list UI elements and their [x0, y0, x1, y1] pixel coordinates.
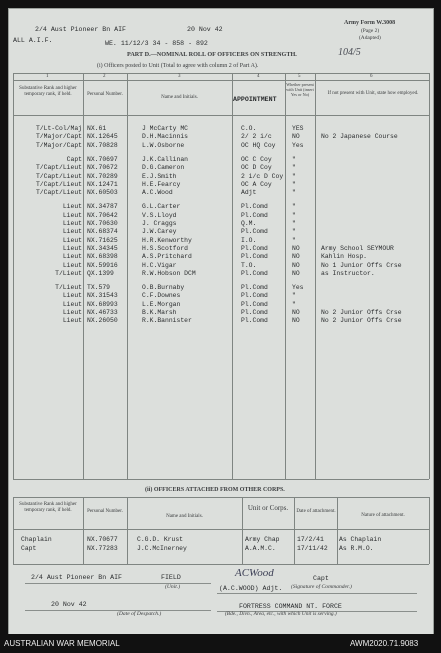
col-num-2: 2: [103, 74, 106, 79]
col-num-1: 1: [46, 74, 49, 79]
footer-archive-name: AUSTRALIAN WAR MEMORIAL: [4, 639, 120, 648]
we-line: WE. 11/12/3 34 - 858 - 892: [105, 40, 208, 47]
table-row: [9, 545, 433, 553]
officer-rank: T/Lt-Col/Maj: [35, 125, 82, 132]
officer-appt: Pl.Comd: [241, 269, 268, 277]
officer-no: NX.71625: [87, 236, 118, 244]
attached-rank: Capt: [21, 545, 37, 552]
col-header-rank: Substantive Rank and higher temporary rank, if held.: [19, 86, 77, 97]
officer-name: D.H.Macinnis: [142, 133, 189, 141]
officer-rank: Capt: [66, 155, 82, 163]
officer-present: ": [292, 172, 296, 180]
officer-rank: T/Capt/Lieut: [35, 164, 82, 172]
attached-name: C.G.D. Krust: [137, 536, 184, 543]
ii-header-rank: Substantive Rank and higher temporary rank, if held.: [19, 502, 77, 513]
col-num-3: 3: [178, 74, 181, 79]
table-row: [9, 284, 433, 292]
handwritten-number: 104/5: [338, 47, 361, 58]
officer-name: B.K.Marsh: [142, 309, 177, 316]
officer-appt: Pl.Comd: [241, 292, 268, 300]
officer-present: ": [292, 211, 296, 219]
officer-present: ": [292, 164, 296, 172]
officer-rank: Lieut: [62, 211, 82, 219]
officer-appt: Pl.Comd: [241, 211, 268, 219]
ii-header-name: Name and Initials.: [166, 514, 203, 519]
officer-present: Yes: [292, 141, 304, 149]
officer-appt: OC D Coy: [241, 164, 272, 172]
commander-signature: ACWood: [235, 567, 274, 579]
document-sheet: [8, 8, 434, 636]
officer-name: D.G.Cameron: [142, 164, 185, 172]
officer-appt: Pl.Comd: [241, 228, 268, 236]
table-row: [9, 301, 433, 309]
ii-header-nature: Nature of attachment.: [361, 513, 405, 518]
officer-appt: Pl.Comd: [241, 309, 268, 316]
officer-no: NX.12645: [87, 133, 118, 141]
officer-present: NO: [292, 261, 300, 269]
signoff-unit-caption: (Unit.): [165, 584, 181, 590]
officer-no: NX.46733: [87, 309, 118, 316]
attached-rank: Chaplain: [21, 536, 52, 543]
col-num-6: 6: [370, 74, 373, 79]
table-row: [9, 536, 433, 544]
officer-no: TX.579: [87, 284, 111, 292]
col-num-4: 4: [257, 74, 260, 79]
officer-no: NX.12471: [87, 180, 118, 188]
officer-present: ": [292, 189, 296, 197]
officer-name: A.S.Pritchard: [142, 253, 192, 261]
col-header-remarks: If not present with Unit, state how employed.: [327, 91, 419, 96]
attached-no: NX.70677: [87, 536, 118, 543]
officer-no: NX.34787: [87, 203, 118, 211]
officer-appt: OC A Coy: [241, 180, 272, 188]
officer-remark: Army School SEYMOUR: [321, 244, 394, 252]
table-row: [9, 228, 433, 236]
officer-no: NX.31543: [87, 292, 118, 300]
officer-appt: I.O.: [241, 236, 257, 244]
all-aif: ALL A.I.F.: [13, 37, 53, 44]
officer-no: NX.70642: [87, 211, 118, 219]
officer-rank: Lieut: [62, 261, 82, 269]
table-row: [9, 189, 433, 197]
officer-no: NX.68398: [87, 253, 118, 261]
officer-rank: Lieut: [62, 253, 82, 261]
table-row: [9, 262, 433, 270]
officer-name: V.S.Lloyd: [142, 211, 177, 219]
command-caption: (Bde., Divn., Area, etc., with which Unit is serving.): [225, 611, 337, 617]
officer-rank: T/Lieut: [55, 284, 82, 292]
officer-rank: Lieut: [62, 309, 82, 316]
officer-present: ": [292, 236, 296, 244]
officer-name: C.F.Downes: [142, 292, 181, 300]
officer-present: NO: [292, 244, 300, 252]
officer-present: ": [292, 180, 296, 188]
officer-name: J McCarty MC: [142, 125, 189, 132]
table-row: [9, 181, 433, 189]
signoff-name: (A.C.WOOD) Adjt.: [219, 585, 283, 592]
officer-name: R.W.Hobson DCM: [142, 269, 196, 277]
officer-name: J.W.Carey: [142, 228, 177, 236]
table-row: [9, 253, 433, 261]
section-ii-title: (ii) OFFICERS ATTACHED FROM OTHER CORPS.: [145, 487, 285, 493]
table-row: [9, 156, 433, 164]
col-header-name: Name and Initials.: [161, 95, 198, 100]
officer-no: NX.68374: [87, 228, 118, 236]
attached-date: 17/2/41: [297, 536, 324, 543]
table-row: [9, 203, 433, 211]
col-header-present: Whether present with Unit (insert Yes or No): [286, 82, 314, 97]
signoff-unit: 2/4 Aust Pioneer Bn AIF: [31, 574, 123, 581]
officer-rank: T/Capt/Lieut: [35, 180, 82, 188]
table-row: [9, 245, 433, 253]
officer-present: NO: [292, 253, 300, 261]
officer-present: ": [292, 155, 296, 163]
attached-unit: A.A.M.C.: [245, 545, 276, 552]
officer-no: NX.34345: [87, 244, 118, 252]
table-row: [9, 237, 433, 245]
officer-appt: Q.M.: [241, 220, 257, 227]
officer-appt: OC C Coy: [241, 155, 272, 163]
army-form: Army Form W.3008: [344, 20, 396, 26]
officer-rank: T/Lieut: [55, 269, 82, 277]
officer-appt: 2 i/c D Coy: [241, 172, 284, 180]
table-row: [9, 317, 433, 325]
attached-no: NX.77283: [87, 545, 118, 552]
table-row: [9, 133, 433, 141]
officer-name: L.E.Morgan: [142, 300, 181, 308]
officer-rank: Lieut: [62, 317, 82, 325]
officer-appt: 2/ 2 i/c: [241, 133, 272, 141]
page-note: (Page 2): [361, 28, 380, 34]
section-i-title: (i) Officers posted to Unit (Total to agree with column 2 of Part A).: [97, 63, 259, 69]
officer-present: ": [292, 228, 296, 236]
officer-name: O.B.Burnaby: [142, 284, 185, 292]
despatch-caption: (Date of Despatch.): [117, 611, 162, 617]
officer-remark: No 2 Junior Offs Crse: [321, 309, 402, 316]
signoff-field: FIELD: [161, 574, 181, 581]
officer-rank: T/Capt/Lieut: [35, 172, 82, 180]
officer-no: NX.70630: [87, 220, 118, 227]
despatch-date: 20 Nov 42: [51, 601, 87, 608]
archive-footer: [0, 634, 441, 653]
officer-appt: Pl.Comd: [241, 317, 268, 325]
officer-rank: T/Major/Capt: [35, 133, 82, 141]
officer-rank: T/Capt/Lieut: [35, 189, 82, 197]
form-date: 20 Nov 42: [187, 26, 223, 33]
ii-header-date: Date of attachment.: [296, 509, 336, 514]
adapted-note: (Adapted): [359, 35, 381, 41]
officer-name: R.K.Bannister: [142, 317, 192, 325]
table-row: [9, 220, 433, 228]
table-row: [9, 142, 433, 150]
officer-rank: Lieut: [62, 220, 82, 227]
officer-appt: OC HQ Coy: [241, 141, 276, 149]
officer-no: NX.70289: [87, 172, 118, 180]
officer-present: NO: [292, 309, 300, 316]
officer-rank: Lieut: [62, 228, 82, 236]
officer-remark: as Instructor.: [321, 269, 375, 277]
officer-no: QX.1399: [87, 269, 114, 277]
officer-no: NX.68993: [87, 300, 118, 308]
col-header-appointment: APPOINTMENT: [233, 96, 277, 103]
table-row: [9, 173, 433, 181]
officer-present: ": [292, 300, 296, 308]
officer-present: ": [292, 220, 296, 227]
officer-appt: Pl.Comd: [241, 300, 268, 308]
officer-present: ": [292, 203, 296, 211]
officer-present: NO: [292, 269, 300, 277]
officer-present: NO: [292, 133, 300, 141]
officer-appt: T.O.: [241, 261, 257, 269]
officer-name: J. Craggs: [142, 220, 177, 227]
officer-no: NX.70672: [87, 164, 118, 172]
officer-name: G.L.Carter: [142, 203, 181, 211]
officer-name: E.J.Smith: [142, 172, 177, 180]
table-row: [9, 292, 433, 300]
officer-present: ": [292, 292, 296, 300]
officer-appt: Pl.Comd: [241, 253, 268, 261]
table-row: [9, 309, 433, 317]
officer-appt: Pl.Comd: [241, 284, 268, 292]
officer-no: NX.61: [87, 125, 107, 132]
officer-present: NO: [292, 317, 300, 325]
part-title: PART D.—NOMINAL ROLL OF OFFICERS ON STRENGTH.: [127, 51, 297, 58]
officer-name: H.R.Kenworthy: [142, 236, 192, 244]
officer-remark: No 2 Junior Offs Crse: [321, 317, 402, 325]
officer-name: H.E.Fearcy: [142, 180, 181, 188]
officer-rank: Lieut: [62, 292, 82, 300]
officer-rank: Lieut: [62, 203, 82, 211]
officer-appt: Pl.Comd: [241, 244, 268, 252]
officer-appt: Adjt: [241, 189, 257, 197]
unit-line: 2/4 Aust Pioneer Bn AIF: [35, 26, 127, 33]
ii-header-number: Personal Number.: [87, 509, 123, 514]
officer-present: Yes: [292, 284, 304, 292]
officer-no: NX.59916: [87, 261, 118, 269]
officer-no: NX.70828: [87, 141, 118, 149]
officer-rank: T/Major/Capt: [35, 141, 82, 149]
officer-remark: No 1 Junior Offs Crse: [321, 261, 402, 269]
officer-rank: Lieut: [62, 300, 82, 308]
attached-date: 17/11/42: [297, 545, 328, 552]
officer-remark: Kahlin Hosp.: [321, 253, 368, 261]
officer-no: NX.26050: [87, 317, 118, 325]
col-header-number: Personal Number.: [87, 92, 123, 97]
table-row: [9, 164, 433, 172]
attached-name: J.C.McInerney: [137, 545, 187, 552]
signoff-rank: Capt: [313, 575, 329, 582]
signoff-sig-caption: (Signature of Commander.): [291, 584, 352, 590]
officer-appt: C.O.: [241, 125, 257, 132]
officer-present: YES: [292, 125, 304, 132]
command-name: FORTRESS COMMAND NT. FORCE: [239, 603, 342, 610]
col-num-5: 5: [298, 74, 301, 79]
officer-rank: Lieut: [62, 236, 82, 244]
ii-header-unit: Unit or Corps.: [247, 504, 289, 512]
footer-item-id: AWM2020.71.9083: [350, 639, 419, 648]
attached-nature: As R.M.O.: [339, 545, 374, 552]
attached-nature: As Chaplain: [339, 536, 382, 543]
table-row: [9, 270, 433, 278]
officer-name: H.C.Vigar: [142, 261, 177, 269]
officer-appt: Pl.Comd: [241, 203, 268, 211]
officer-no: NX.70697: [87, 155, 118, 163]
table-row: [9, 125, 433, 133]
officer-remark: No 2 Japanese Course: [321, 133, 398, 141]
officer-name: A.C.Wood: [142, 189, 173, 197]
officer-name: H.S.Scotford: [142, 244, 189, 252]
attached-unit: Army Chap: [245, 536, 280, 543]
officer-no: NX.60503: [87, 189, 118, 197]
officer-rank: Lieut: [62, 244, 82, 252]
officer-name: L.W.Osborne: [142, 141, 185, 149]
officer-name: J.K.Callinan: [142, 155, 189, 163]
table-row: [9, 212, 433, 220]
